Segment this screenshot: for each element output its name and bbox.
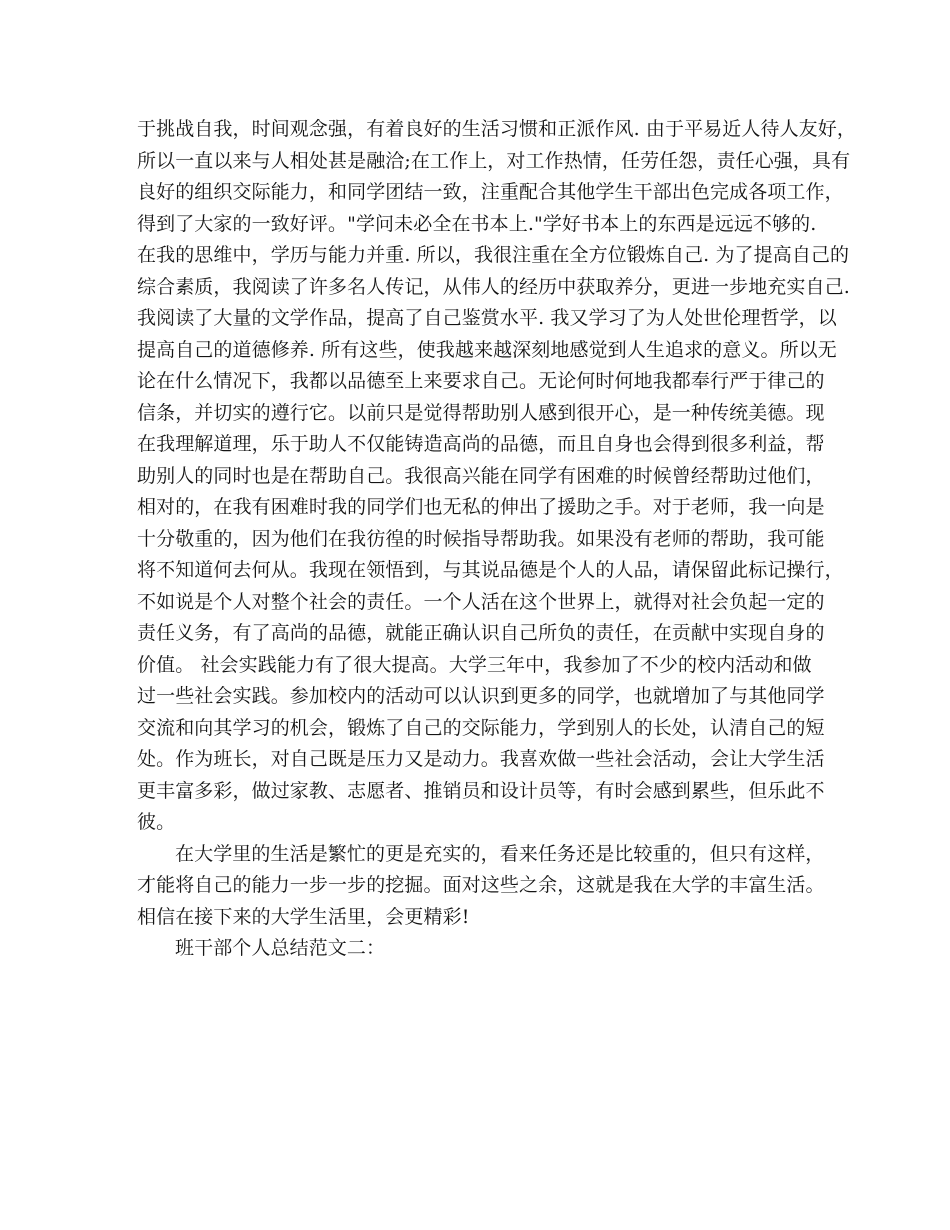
- text-line: 助别人的同时也是在帮助自己。我很高兴能在同学有困难的时候曾经帮助过他们，: [137, 464, 825, 487]
- text-line: 良好的组织交际能力，和同学团结一致，注重配合其他学生干部出色完成各项工作，: [137, 181, 844, 203]
- text-line: 价值。 社会实践能力有了很大提高。大学三年中，我参加了不少的校内活动和做: [137, 653, 812, 676]
- closing-paragraph-line: 在大学里的生活是繁忙的更是充实的，看来任务还是比较重的，但只有这样，: [175, 842, 825, 865]
- text-line: 提高自己的道德修养. 所有这些，使我越来越深刻地感觉到人生追求的意义。所以无: [137, 338, 837, 361]
- text-line: 信条，并切实的遵行它。以前只是觉得帮助别人感到很开心，是一种传统美德。现: [137, 401, 825, 424]
- closing-paragraph-line: 才能将自己的能力一步一步的挖掘。面对这些之余，这就是我在大学的丰富生活。: [137, 874, 825, 896]
- closing-paragraph-line: 相信在接下来的大学生活里，会更精彩!: [137, 905, 470, 928]
- text-line: 在我的思维中，学历与能力并重. 所以，我很注重在全方位锻炼自己. 为了提高自己的: [137, 244, 850, 266]
- text-line: 得到了大家的一致好评。"学问未必全在书本上."学好书本上的东西是远远不够的.: [137, 212, 817, 235]
- text-line: 交流和向其学习的机会，锻炼了自己的交际能力，学到别人的长处，认清自己的短: [137, 716, 825, 739]
- text-line: 在我理解道理，乐于助人不仅能铸造高尚的品德，而且自身也会得到很多利益，帮: [137, 433, 825, 455]
- body-text: [137, 114, 856, 965]
- text-line: 彼。: [137, 811, 176, 833]
- text-line: 责任义务，有了高尚的品德，就能正确认识自己所负的责任，在贡献中实现自身的: [137, 622, 825, 644]
- text-line: 所以一直以来与人相处甚是融洽;在工作上，对工作热情，任劳任怨，责任心强，具有: [137, 149, 851, 172]
- text-line: 综合素质，我阅读了许多名人传记，从伟人的经历中获取养分，更进一步地充实自己.: [137, 275, 850, 298]
- text-line: 于挑战自我，时间观念强，有着良好的生活习惯和正派作风. 由于平易近人待人友好，: [137, 118, 856, 140]
- text-line: 我阅读了大量的文学作品，提高了自己鉴赏水平. 我又学习了为人处世伦理哲学，以: [137, 307, 837, 329]
- text-line: 相对的，在我有困难时我的同学们也无私的伸出了援助之手。对于老师，我一向是: [137, 496, 825, 518]
- text-line: 十分敬重的，因为他们在我彷徨的时候指导帮助我。如果没有老师的帮助，我可能: [137, 527, 825, 550]
- text-line: 不如说是个人对整个社会的责任。一个人活在这个世界上，就得对社会负起一定的: [137, 590, 825, 613]
- text-line: 将不知道何去何从。我现在领悟到，与其说品德是个人的人品，请保留此标记操行，: [137, 559, 844, 581]
- text-line: 处。作为班长，对自己既是压力又是动力。我喜欢做一些社会活动，会让大学生活: [137, 748, 825, 770]
- text-line: 更丰富多彩，做过家教、志愿者、推销员和设计员等，有时会感到累些，但乐此不: [137, 779, 825, 802]
- text-line: 过一些社会实践。参加校内的活动可以认识到更多的同学，也就增加了与其他同学: [137, 685, 825, 707]
- section-heading: 班干部个人总结范文二：: [175, 937, 386, 959]
- text-line: 论在什么情况下，我都以品德至上来要求自己。无论何时何地我都奉行严于律己的: [137, 370, 825, 392]
